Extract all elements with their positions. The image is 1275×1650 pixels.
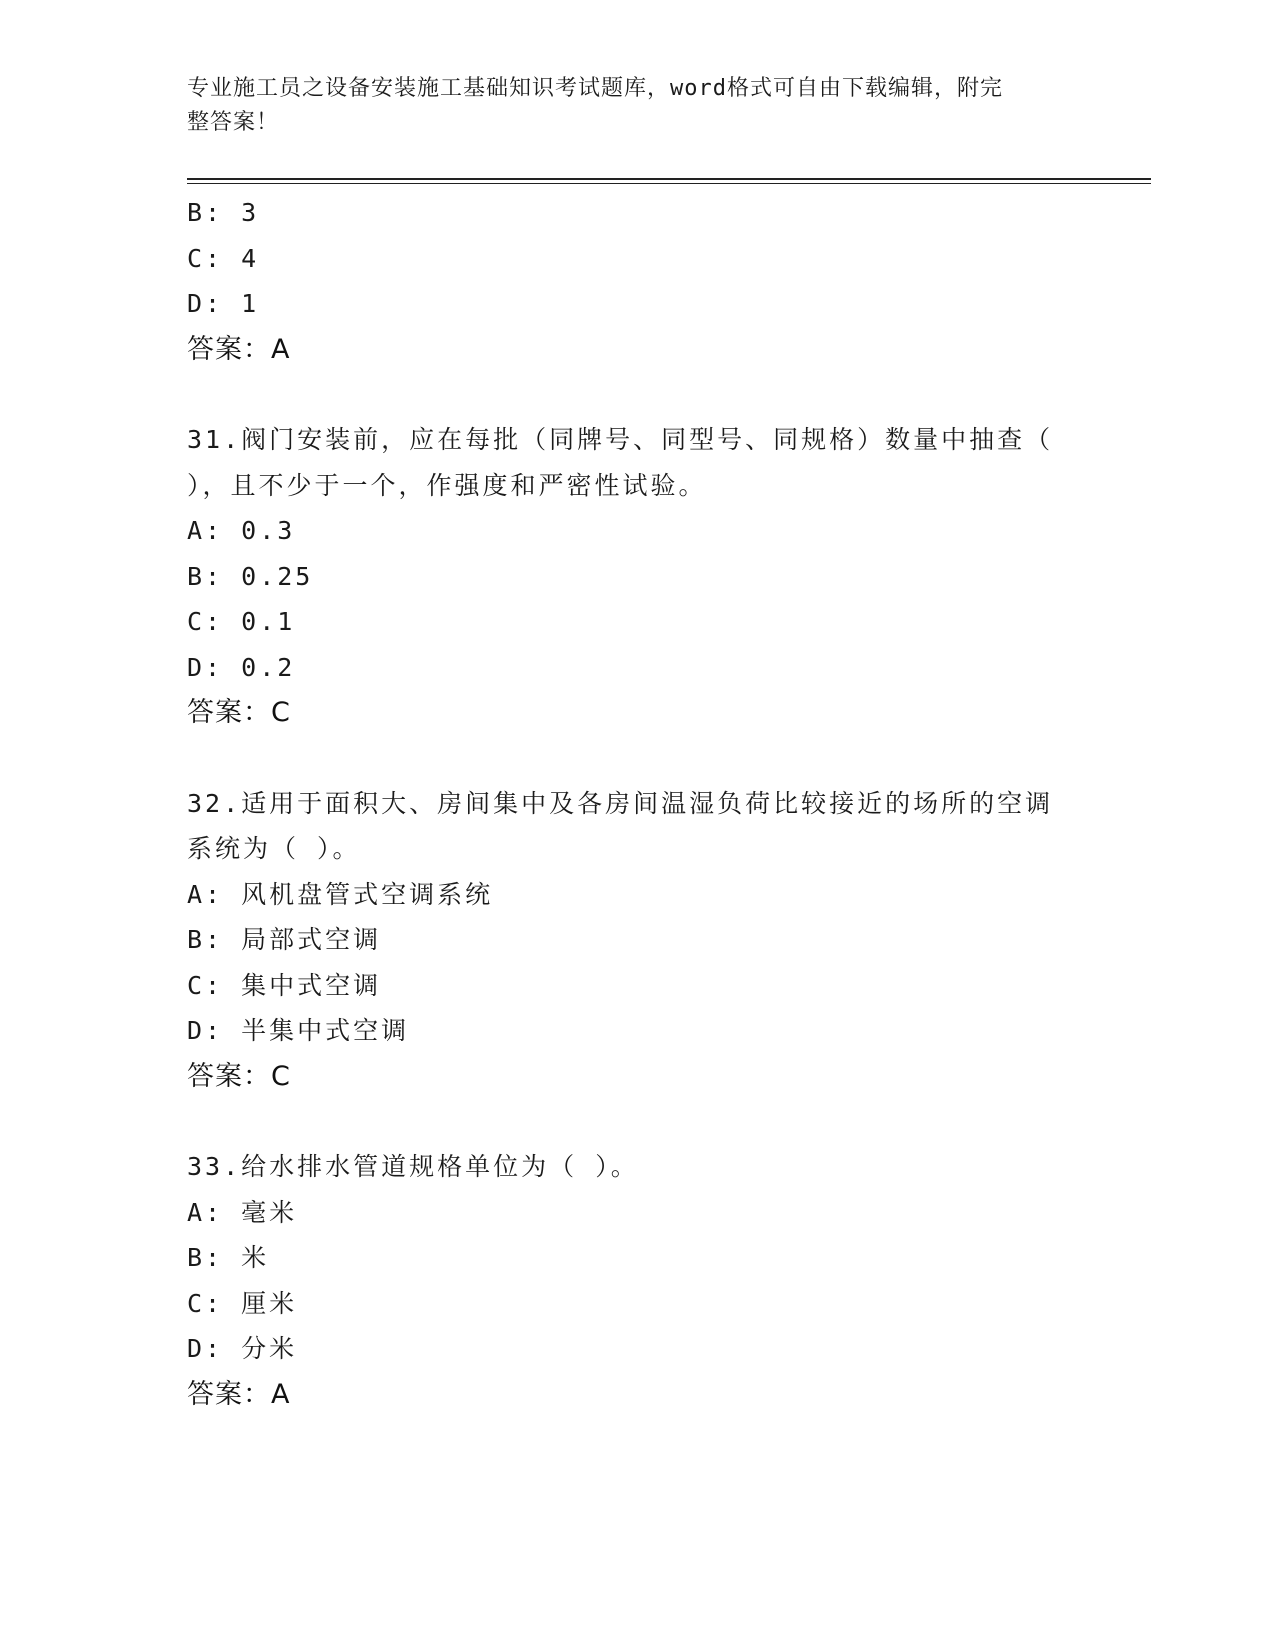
question-text-line-2: 系统为（ ）。	[187, 834, 361, 863]
header-divider-thin	[187, 183, 1151, 184]
option-a: A: 0.3	[187, 516, 296, 545]
question-text-line-2: ），且不少于一个，作强度和严密性试验。	[187, 470, 707, 500]
option-b: B: 局部式空调	[187, 925, 382, 954]
answer-line: 答案：A	[187, 1378, 291, 1410]
question-text-line-1: 33.给水排水管道规格单位为（ ）。	[187, 1152, 639, 1181]
question-31	[187, 417, 1087, 736]
question-32	[187, 781, 1087, 1100]
option-c: C: 4	[187, 243, 260, 273]
header-title-line-2: 整答案！	[187, 110, 280, 135]
answer-line: 答案：C	[187, 1060, 291, 1092]
option-d: D: 1	[187, 289, 260, 318]
spacer	[187, 1099, 1087, 1144]
option-d: D: 分米	[187, 1334, 298, 1363]
option-a: A: 毫米	[187, 1197, 298, 1227]
option-c: C: 0.1	[187, 607, 296, 636]
question-list	[187, 190, 1087, 1417]
option-b: B: 3	[187, 198, 260, 227]
option-c: C: 集中式空调	[187, 970, 382, 1000]
question-text-line-1: 32.适用于面积大、房间集中及各房间温湿负荷比较接近的场所的空调	[187, 788, 1054, 818]
prev-question	[187, 190, 1087, 372]
option-a: A: 风机盘管式空调系统	[187, 879, 494, 909]
question-text-line-1: 31.阀门安装前，应在每批（同牌号、同型号、同规格）数量中抽查（	[187, 425, 1054, 454]
option-c: C: 厘米	[187, 1288, 298, 1318]
header-divider-thick	[187, 178, 1151, 180]
answer-line: 答案：A	[187, 333, 291, 365]
option-d: D: 0.2	[187, 652, 296, 682]
option-b: B: 0.25	[187, 561, 314, 591]
document-header	[187, 72, 1067, 140]
option-d: D: 半集中式空调	[187, 1016, 410, 1045]
spacer	[187, 736, 1087, 781]
option-b: B: 米	[187, 1243, 270, 1272]
question-33	[187, 1144, 1087, 1417]
spacer	[187, 372, 1087, 417]
header-title-line-1: 专业施工员之设备安装施工基础知识考试题库，word格式可自由下载编辑，附完	[187, 76, 1003, 101]
answer-line: 答案：C	[187, 697, 291, 728]
